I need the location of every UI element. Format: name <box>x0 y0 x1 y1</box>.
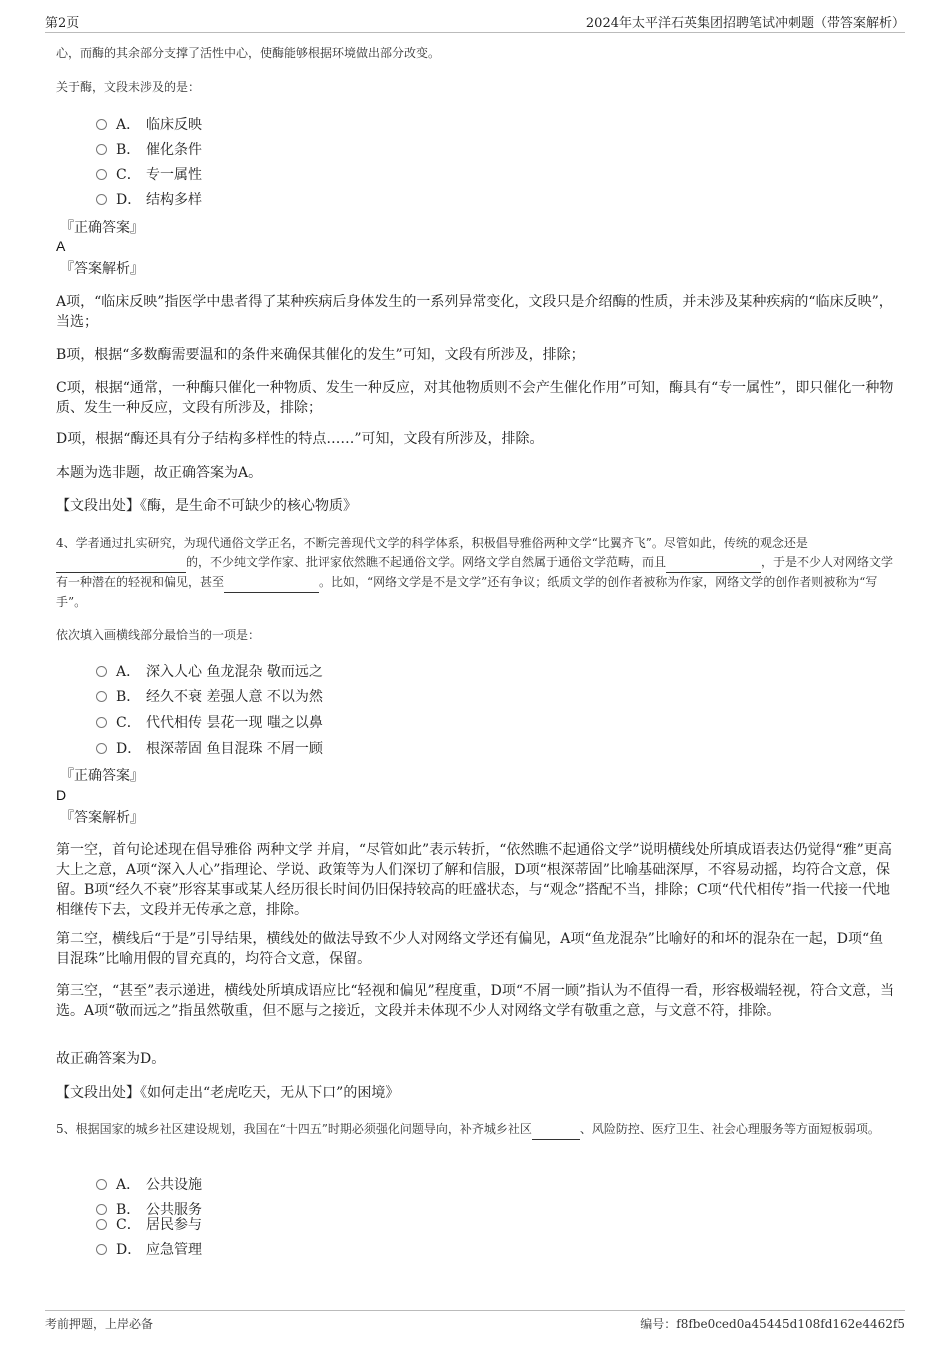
q3-option-a[interactable] <box>96 114 202 136</box>
option-text: 经久不衰 差强人意 不以为然 <box>146 689 323 705</box>
q3-analysis-label: 『答案解析』 <box>60 261 144 277</box>
question-5-stem <box>56 1120 896 1140</box>
option-text: 催化条件 <box>146 142 202 158</box>
option-text: 居民参与 <box>146 1217 202 1233</box>
radio-icon[interactable] <box>96 1244 107 1255</box>
footer-slogan: 考前押题，上岸必备 <box>45 1317 154 1331</box>
option-key: D． <box>116 192 142 208</box>
option-text: 代代相传 昙花一现 嗤之以鼻 <box>146 715 323 731</box>
option-key: B． <box>116 1202 141 1218</box>
q4-source <box>56 1083 896 1103</box>
q4-option-d[interactable] <box>96 738 323 760</box>
stem-text: 5、根据国家的城乡社区建设规划，我国在“十四五”时期必须强化问题导向，补齐城乡社区 <box>56 1122 532 1136</box>
option-key: B． <box>116 689 141 705</box>
q3-answer: A <box>56 238 66 254</box>
radio-icon[interactable] <box>96 691 107 702</box>
analysis-text: 故正确答案为D。 <box>56 1051 166 1067</box>
analysis-text: D项，根据“酶还具有分子结构多样性的特点……”可知，文段有所涉及，排除。 <box>56 431 544 447</box>
ask-text: 依次填入画横线部分最恰当的一项是： <box>56 628 261 642</box>
option-key: D． <box>116 1242 142 1258</box>
option-key: C． <box>116 715 141 731</box>
option-text: 专一属性 <box>146 167 202 183</box>
q3-option-b[interactable] <box>96 139 202 161</box>
option-text: 公共服务 <box>146 1202 202 1218</box>
q3-analysis-a <box>56 292 896 332</box>
q4-correct-label: 『正确答案』 <box>60 768 144 784</box>
stem-text: 心，而酶的其余部分支撑了活性中心，使酶能够根据环境做出部分改变。 <box>56 46 441 60</box>
document-id: 编号：f8fbe0ced0a45445d108fd162e4462f5 <box>640 1317 905 1331</box>
fill-blank <box>532 1120 580 1140</box>
analysis-text: 第一空，首句论述现在倡导雅俗 两种文学 并肩，“尽管如此”表示转折，“依然瞧不起通俗文学”说明横线处所填成语表达仍觉得“雅”更高大上之意，A项“深入人心”指理论、学说、政策等为人们深切了解和信服，D项“根深蒂固”比喻基础深厚，不容易动摇，均符合文意，保留。B项“经久不衰”形容某事或某人经历很长时间仍旧保持较高的旺盛状态，与“观念”搭配不当，排除；C项“代代相传”指一代接一代地相继传下去，文段并无传承之意，排除。 <box>56 842 892 918</box>
stem-text: 、风险防控、医疗卫生、社会心理服务等方面短板弱项。 <box>579 1122 880 1136</box>
option-key: C． <box>116 1217 141 1233</box>
stem-text: 。比如，“网络文学是不是文学”还有争议；纸质文学的创作者被称为作家，网络文学的创作者则被称为“写手”。 <box>56 575 878 609</box>
analysis-text: A项，“临床反映”指医学中患者得了某种疾病后身体发生的一系列异常变化，文段只是介绍酶的性质，并未涉及某种疾病的“临床反映”，当选； <box>56 294 893 330</box>
radio-icon[interactable] <box>96 119 107 130</box>
q4-option-a[interactable] <box>96 661 323 683</box>
q4-conclusion <box>56 1049 896 1069</box>
radio-icon[interactable] <box>96 169 107 180</box>
analysis-text: B项，根据“多数酶需要温和的条件来确保其催化的发生”可知，文段有所涉及，排除； <box>56 347 585 363</box>
q3-analysis-d <box>56 429 896 449</box>
option-key: B． <box>116 142 141 158</box>
question-3-ask <box>56 78 896 97</box>
option-key: D． <box>116 741 142 757</box>
radio-icon[interactable] <box>96 666 107 677</box>
q3-option-d[interactable] <box>96 189 202 211</box>
radio-icon[interactable] <box>96 1219 107 1230</box>
option-key: A． <box>116 664 141 680</box>
option-text: 深入人心 鱼龙混杂 敬而远之 <box>146 664 323 680</box>
option-text: 根深蒂固 鱼目混珠 不屑一顾 <box>146 741 323 757</box>
q5-option-a[interactable] <box>96 1174 202 1196</box>
option-text: 临床反映 <box>146 117 202 133</box>
analysis-text: 第三空，“甚至”表示递进，横线处所填成语应比“轻视和偏见”程度重，D项“不屑一顾”指认为不值得一看，形容极端轻视，符合文意，当选。A项“敬而远之”指虽然敬重，但不愿与之接近，文段并未体现不少人对网络文学有敬重之意，与文意不符，排除。 <box>56 983 895 1019</box>
q3-analysis-c <box>56 378 896 418</box>
ask-text: 关于酶，文段未涉及的是： <box>56 80 201 94</box>
q3-conclusion <box>56 463 896 483</box>
page-footer <box>45 1310 905 1331</box>
fill-blank <box>56 553 186 573</box>
stem-text: 4、学者通过扎实研究，为现代通俗文学正名，不断完善现代文学的科学体系，积极倡导雅俗两种文学“比翼齐飞”。尽管如此，传统的观念还是 <box>56 536 808 550</box>
stem-text: 的，不少纯文学作家、批评家依然瞧不起通俗文学。网络文学自然属于通俗文学范畴，而且 <box>186 555 667 569</box>
q3-analysis-b <box>56 345 896 365</box>
question-4-stem <box>56 534 896 612</box>
q3-source <box>56 496 896 516</box>
question-4-ask <box>56 626 896 645</box>
radio-icon[interactable] <box>96 194 107 205</box>
option-key: C． <box>116 167 141 183</box>
q5-option-c[interactable] <box>96 1214 202 1236</box>
q3-option-c[interactable] <box>96 164 202 186</box>
radio-icon[interactable] <box>96 144 107 155</box>
radio-icon[interactable] <box>96 743 107 754</box>
analysis-text: 本题为选非题，故正确答案为A。 <box>56 465 263 481</box>
page-header <box>45 12 905 33</box>
source-text: 【文段出处】《酶，是生命不可缺少的核心物质》 <box>56 498 357 514</box>
q4-analysis-1 <box>56 840 896 920</box>
q4-analysis-3 <box>56 981 896 1021</box>
option-text: 结构多样 <box>146 192 202 208</box>
analysis-text: 第二空，横线后“于是”引导结果，横线处的做法导致不少人对网络文学还有偏见，A项“鱼龙混杂”比喻好的和坏的混杂在一起，D项“鱼目混珠”比喻用假的冒充真的，均符合文意，保留。 <box>56 931 884 967</box>
q4-option-c[interactable] <box>96 712 323 734</box>
analysis-text: C项，根据“通常，一种酶只催化一种物质、发生一种反应，对其他物质则不会产生催化作用”可知，酶具有“专一属性”，即只催化一种物质、发生一种反应，文段有所涉及，排除； <box>56 380 894 416</box>
q4-analysis-label: 『答案解析』 <box>60 810 144 826</box>
q5-option-d[interactable] <box>96 1239 202 1261</box>
question-3-stem-continuation <box>56 44 896 63</box>
document-title: 2024年太平洋石英集团招聘笔试冲刺题（带答案解析） <box>585 16 905 31</box>
option-text: 应急管理 <box>146 1242 202 1258</box>
option-key: A． <box>116 1177 141 1193</box>
stem-text: ，于是不少人对网络文学有一种潜在的轻视和偏见，甚至 <box>56 555 894 589</box>
q4-analysis-2 <box>56 929 896 969</box>
radio-icon[interactable] <box>96 717 107 728</box>
option-text: 公共设施 <box>146 1177 202 1193</box>
q4-option-b[interactable] <box>96 686 323 708</box>
fill-blank <box>224 573 319 593</box>
source-text: 【文段出处】《如何走出“老虎吃天，无从下口”的困境》 <box>56 1085 400 1101</box>
q3-correct-label: 『正确答案』 <box>60 220 144 236</box>
page-number: 第2页 <box>45 16 80 31</box>
fill-blank <box>666 553 761 573</box>
radio-icon[interactable] <box>96 1179 107 1190</box>
q4-answer: D <box>56 787 67 803</box>
option-key: A． <box>116 117 141 133</box>
